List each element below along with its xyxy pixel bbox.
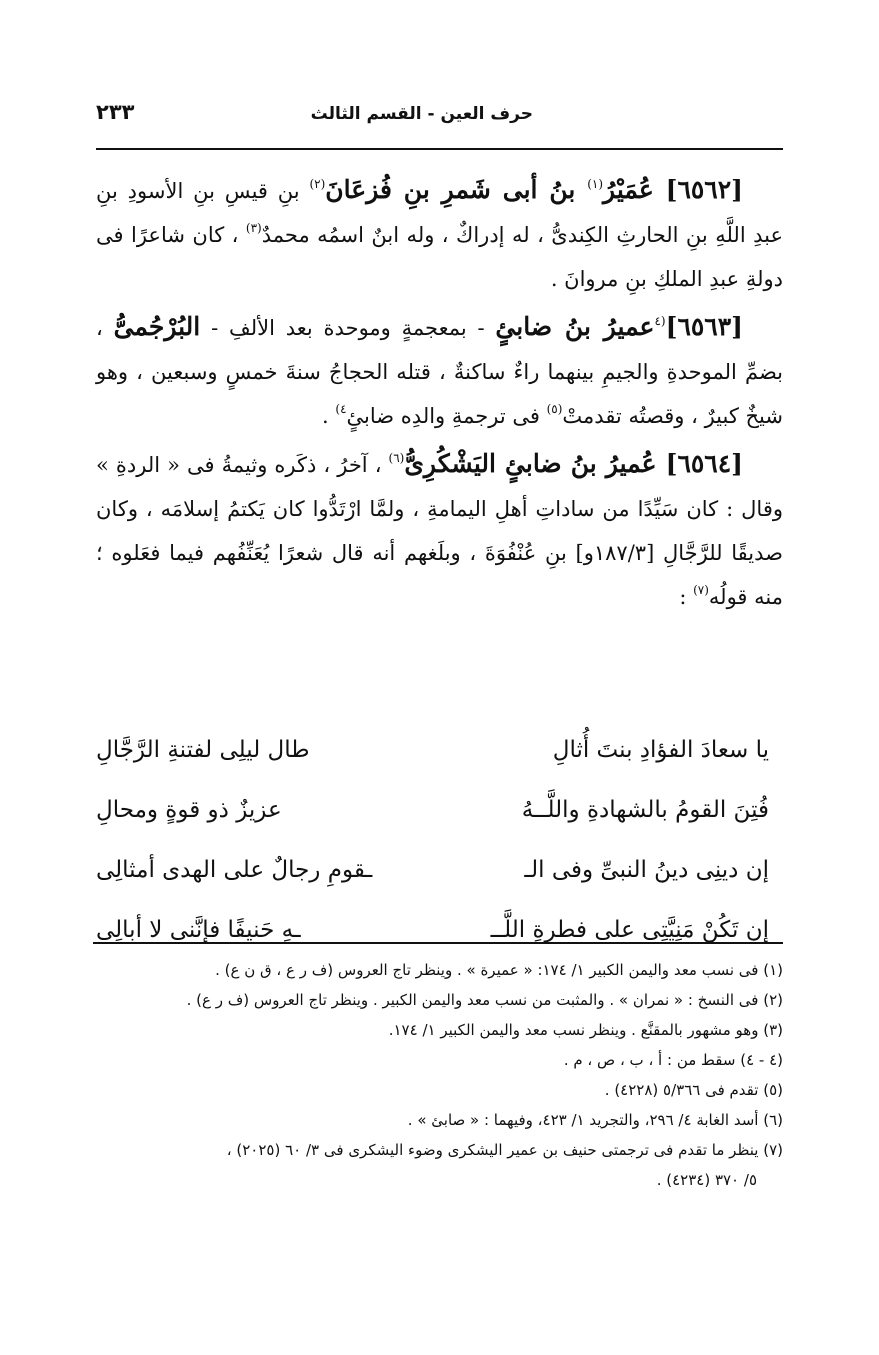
entry-6562 — [96, 168, 783, 301]
entry-6563 — [96, 305, 783, 438]
footnote-3: (٣) وهو مشهور بالمقنَّع . وينظر نسب معد واليمن الكبير ١/ ١٧٤. — [388, 1021, 783, 1039]
poem-verse — [96, 780, 783, 840]
footnote-4: (٤ - ٤) سقط من : أ ، ب ، ص ، م . — [563, 1051, 783, 1069]
main-text — [96, 168, 783, 623]
verse-first-half: إن تَكُنْ مَنِيَّتِى على فطرةِ اللَّــ — [490, 917, 769, 943]
verse-second-half: عزيزٌ ذو قوةٍ ومحالِ — [96, 797, 282, 823]
entry-text: فى ترجمةِ والدِه ضابئٍ — [346, 404, 547, 428]
footnote-5: (٥) تقدم فى ٥/٣٦٦ (٤٢٢٨) . — [604, 1081, 783, 1099]
entry-text: . — [322, 404, 336, 428]
poem-verse — [96, 840, 783, 900]
running-title: حرف العين - القسم الثالث — [310, 104, 533, 124]
entry-text: ، آخرُ ، ذكَره وثيمةُ فى « الردةِ » وقال : كان سَيِّدًا من ساداتِ أهلِ اليمامةِ ، ولمَّا ارْتَدُّوا كان يَكتمُ إسلامَه ، وكان صديقًا للرَّجَّالِ [١٨٧/٣و] بنِ عُنْفُوَةَ ، وبلَغهم أنه قال شعرًا يُعَنِّفُهم فيما فعَلوه ؛ منه قولُه — [96, 453, 784, 609]
header-rule — [96, 148, 783, 150]
footnote-ref: (٦) — [388, 451, 405, 465]
entry-text: بنِ قيسِ بنِ الأسودِ بنِ عبدِ اللَّهِ بنِ الحارثِ الكِندىُّ ، له إدراكٌ ، وله ابنٌ اسمُه محمدٌ — [96, 179, 783, 247]
footnote-ref: ٤) — [335, 402, 347, 416]
verse-second-half: ـهِ حَنيفًا فإنَّنى لا أبالِى — [96, 917, 301, 943]
footnote-rule — [93, 942, 783, 944]
verse-first-half: إن دينِى دينُ النبىِّ وفى الـ — [524, 857, 769, 883]
entry-heading: عميرُ بنُ ضابئٍ — [495, 312, 655, 341]
entry-heading: [٦٥٦٤] عُميرُ بنُ ضابئٍ اليَشْكُرِىُّ — [404, 449, 743, 478]
footnote-2: (٢) فى النسخ : « نمران » . والمثبت من نسب معد واليمن الكبير . وينظر تاج العروس (ف ر ع) . — [186, 991, 783, 1009]
footnote-7-cont: ٥/ ٣٧٠ (٤٢٣٤) . — [656, 1171, 757, 1189]
entry-number: [٦٥٦٣] — [665, 312, 743, 341]
verse-first-half: فُتِنَ القومُ بالشهادةِ واللَّــهُ — [521, 797, 769, 823]
entry-heading-cont: بنُ أبى شَمرِ بنِ فُزعَانَ — [325, 175, 588, 204]
footnote-ref: (١) — [587, 177, 604, 191]
verse-second-half: طال ليلِى لفتنةِ الرَّجَّالِ — [96, 737, 310, 763]
poem-verse — [96, 900, 783, 960]
entry-text: ، بضمِّ الموحدةِ والجيمِ بينهما راءٌ ساكنةٌ ، قتله الحجاجُ سنةَ خمسٍ وسبعين ، وهو شيخٌ كبيرٌ ، وقصتُه تقدمتْ — [96, 316, 783, 428]
verse-first-half: يا سعادَ الفؤادِ بنتَ أُثالِ — [552, 737, 769, 763]
footnote-ref: (٣) — [245, 221, 262, 235]
entry-text: : — [679, 585, 694, 609]
entry-text: ، كان شاعرًا فى دولةِ عبدِ الملكِ بنِ مروانَ . — [96, 223, 783, 291]
footnote-ref: (٥) — [546, 402, 563, 416]
footnote-ref: (٤ — [654, 314, 666, 328]
footnote-7: (٧) ينظر ما تقدم فى ترجمتى حنيف بن عمير اليشكرى وضوء اليشكرى فى ٣/ ٦٠ (٢٠٢٥) ، — [226, 1141, 783, 1159]
poem-verse — [96, 720, 783, 780]
footnote-ref: (٧) — [693, 583, 709, 597]
entry-heading: [٦٥٦٢] عُمَيْرُ — [603, 175, 744, 204]
entry-text: - بمعجمةٍ وموحدة بعد الألفِ - — [200, 316, 496, 340]
footnote-1: (١) فى نسب معد واليمن الكبير ١/ ١٧٤: « عميرة » . وينظر تاج العروس (ف ر ع ، ق ن ع) . — [215, 961, 783, 979]
footnotes — [96, 955, 783, 1195]
entry-6564 — [96, 442, 783, 619]
poem — [96, 720, 783, 960]
page-number: ٢٣٣ — [96, 100, 135, 124]
page-header — [96, 96, 783, 136]
footnote-ref: (٢) — [309, 177, 326, 191]
footnote-6: (٦) أسد الغابة ٤/ ٢٩٦، والتجريد ١/ ٤٢٣، وفيهما : « صابئ » . — [407, 1111, 783, 1129]
verse-second-half: ـقومِ رجالٌ على الهدى أمثالِى — [96, 857, 373, 883]
entry-heading-nisba: البُرْجُمىُّ — [113, 312, 201, 341]
